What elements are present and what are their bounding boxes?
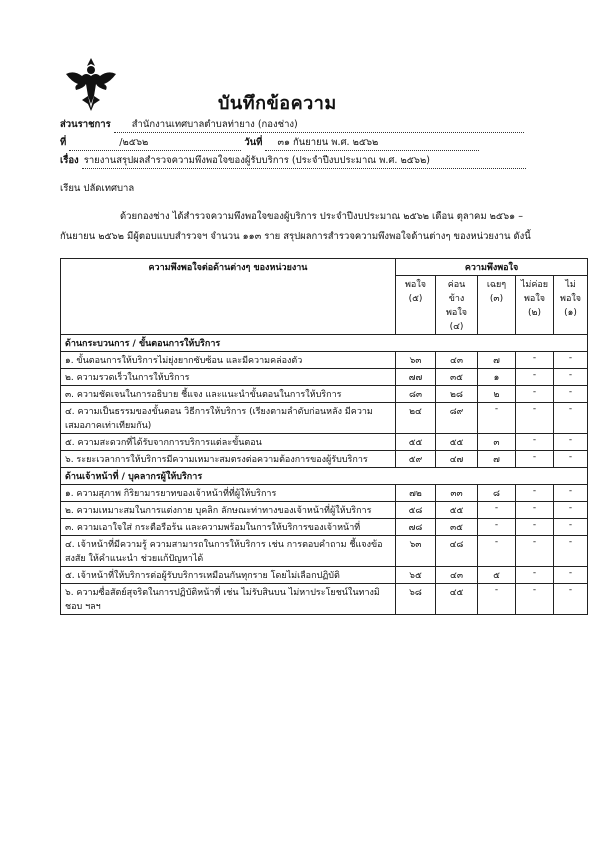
- table-row: [61, 451, 588, 468]
- table-row: [61, 369, 588, 386]
- value-cell: -: [516, 352, 554, 369]
- item-label: ๔. ความเป็นธรรมของขั้นตอน วิธีการให้บริการ (เรียงตามลำดับก่อนหลัง มีความเสมอภาคเท่าเทียมกัน): [61, 403, 396, 434]
- value-cell: ๕๕: [436, 502, 478, 519]
- section-row: [61, 468, 588, 485]
- value-cell: -: [516, 369, 554, 386]
- item-label: ๑. ความสุภาพ กิริยามารยาทของเจ้าหน้าที่ที่ผู้ให้บริการ: [61, 485, 396, 502]
- value-cell: -: [554, 536, 588, 567]
- agency-label: ส่วนราชการ: [60, 119, 111, 130]
- table-row: [61, 403, 588, 434]
- value-cell: ๖๓: [396, 536, 436, 567]
- value-cell: ๒๔: [396, 403, 436, 434]
- value-cell: -: [478, 502, 516, 519]
- section-title: ด้านกระบวนการ / ขั้นตอนการให้บริการ: [61, 335, 588, 352]
- item-label: ๖. ความซื่อสัตย์สุจริตในการปฏิบัติหน้าที่ เช่น ไม่รับสินบน ไม่หาประโยชน์ในทางมิชอบ ฯลฯ: [61, 584, 396, 615]
- value-cell: ๕: [478, 567, 516, 584]
- subject-label: เรื่อง: [60, 155, 79, 166]
- item-label: ๕. ความสะดวกที่ได้รับจากการบริการแต่ละขั้นตอน: [61, 434, 396, 451]
- table-row: [61, 434, 588, 451]
- value-cell: ๑: [478, 369, 516, 386]
- body-paragraph: ด้วยกองช่าง ได้สำรวจความพึงพอใจของผู้บริการ ประจำปีงบประมาณ ๒๕๖๒ เดือน ตุลาคม ๒๕๖๑ – กันยายน ๒๕๖๒ มีผู้ตอบแบบสำรวจฯ จำนวน ๑๑๓ ราย สรุปผลการสำรวจความพึงพอใจด้านต่างๆ ของหน่วยงาน ดังนี้: [60, 211, 531, 242]
- aspect-header: ความพึงพอใจต่อด้านต่างๆ ของหน่วยงาน: [61, 259, 396, 335]
- table-row: [61, 584, 588, 615]
- value-cell: ๘๙: [436, 403, 478, 434]
- table-row: [61, 536, 588, 567]
- item-label: ๑. ขั้นตอนการให้บริการไม่ยุ่งยากซับซ้อน และมีความคล่องตัว: [61, 352, 396, 369]
- value-cell: -: [478, 519, 516, 536]
- table-row: [61, 352, 588, 369]
- date-value: ๓๑ กันยายน พ.ศ. ๒๕๖๒: [265, 135, 479, 151]
- column-header: พอใจ (๕): [396, 276, 436, 335]
- item-label: ๓. ความชัดเจนในการอธิบาย ชี้แจง และแนะนำขั้นตอนในการให้บริการ: [61, 386, 396, 403]
- value-cell: -: [516, 485, 554, 502]
- value-cell: -: [516, 386, 554, 403]
- value-cell: ๕๙: [396, 451, 436, 468]
- value-cell: ๒๘: [436, 386, 478, 403]
- satisfaction-header: ความพึงพอใจ: [396, 259, 588, 276]
- value-cell: ๕๘: [396, 502, 436, 519]
- value-cell: ๘๓: [396, 386, 436, 403]
- value-cell: ๓: [478, 434, 516, 451]
- ref-label: ที่: [60, 137, 67, 148]
- value-cell: ๗: [478, 451, 516, 468]
- value-cell: -: [516, 567, 554, 584]
- agency-line: [60, 117, 524, 133]
- value-cell: -: [554, 502, 588, 519]
- value-cell: -: [516, 536, 554, 567]
- value-cell: -: [516, 434, 554, 451]
- value-cell: ๔๓: [436, 567, 478, 584]
- column-header: ไม่ค่อย พอใจ (๒): [516, 276, 554, 335]
- value-cell: ๓๕: [436, 369, 478, 386]
- table-row: [61, 502, 588, 519]
- value-cell: -: [516, 502, 554, 519]
- subject-line: [60, 153, 526, 169]
- value-cell: -: [554, 451, 588, 468]
- value-cell: -: [554, 352, 588, 369]
- value-cell: ๓๓: [436, 485, 478, 502]
- value-cell: ๖๓: [396, 352, 436, 369]
- column-header: ค่อนข้าง พอใจ (๔): [436, 276, 478, 335]
- value-cell: -: [516, 519, 554, 536]
- value-cell: ๓๕: [436, 519, 478, 536]
- table-header-row: [61, 259, 588, 276]
- value-cell: -: [516, 403, 554, 434]
- value-cell: ๒: [478, 386, 516, 403]
- value-cell: ๗๗: [396, 369, 436, 386]
- value-cell: -: [554, 567, 588, 584]
- item-label: ๖. ระยะเวลาการให้บริการมีความเหมาะสมตรงต่อความต้องการของผู้รับบริการ: [61, 451, 396, 468]
- item-label: ๒. ความเหมาะสมในการแต่งกาย บุคลิก ลักษณะท่าทางของเจ้าหน้าที่ผู้ให้บริการ: [61, 502, 396, 519]
- garuda-emblem-icon: [64, 56, 118, 112]
- section-row: [61, 335, 588, 352]
- table-row: [61, 519, 588, 536]
- value-cell: -: [516, 451, 554, 468]
- memo-title: บันทึกข้อความ: [218, 93, 337, 114]
- item-label: ๓. ความเอาใจใส่ กระตือรือร้น และความพร้อมในการให้บริการของเจ้าหน้าที่: [61, 519, 396, 536]
- table-row: [61, 485, 588, 502]
- value-cell: ๗๒: [396, 485, 436, 502]
- value-cell: -: [554, 403, 588, 434]
- table-row: [61, 567, 588, 584]
- value-cell: ๕๕: [396, 434, 436, 451]
- section-title: ด้านเจ้าหน้าที่ / บุคลากรผู้ให้บริการ: [61, 468, 588, 485]
- salutation: เรียน ปลัดเทศบาล: [60, 183, 135, 194]
- item-label: ๕. เจ้าหน้าที่ให้บริการต่อผู้รับบริการเหมือนกันทุกราย โดยไม่เลือกปฏิบัติ: [61, 567, 396, 584]
- value-cell: -: [478, 584, 516, 615]
- ref-value: /๒๕๖๒: [69, 135, 241, 151]
- date-label: วันที่: [244, 137, 263, 148]
- value-cell: ๔๕: [436, 584, 478, 615]
- value-cell: ๔๗: [436, 451, 478, 468]
- value-cell: -: [554, 369, 588, 386]
- item-label: ๒. ความรวดเร็วในการให้บริการ: [61, 369, 396, 386]
- column-header: เฉยๆ (๓): [478, 276, 516, 335]
- value-cell: ๘: [478, 485, 516, 502]
- value-cell: ๗๘: [396, 519, 436, 536]
- value-cell: ๗: [478, 352, 516, 369]
- column-header: ไม่ พอใจ (๑): [554, 276, 588, 335]
- value-cell: ๖๕: [396, 567, 436, 584]
- value-cell: ๕๕: [436, 434, 478, 451]
- subject-value: รายงานสรุปผลสำรวจความพึงพอใจของผู้รับบริการ (ประจำปีงบประมาณ พ.ศ. ๒๕๖๒): [82, 153, 526, 169]
- value-cell: -: [554, 519, 588, 536]
- value-cell: ๖๘: [396, 584, 436, 615]
- value-cell: -: [554, 485, 588, 502]
- value-cell: ๔๘: [436, 536, 478, 567]
- table-row: [61, 386, 588, 403]
- value-cell: ๔๓: [436, 352, 478, 369]
- value-cell: -: [516, 584, 554, 615]
- agency-value: สำนักงานเทศบาลตำบลท่ายาง (กองช่าง): [114, 117, 524, 133]
- value-cell: -: [554, 386, 588, 403]
- value-cell: -: [478, 403, 516, 434]
- value-cell: -: [554, 584, 588, 615]
- item-label: ๔. เจ้าหน้าที่มีความรู้ ความสามารถในการให้บริการ เช่น การตอบคำถาม ชี้แจงข้อสงสัย ให้คำแนะนำ ช่วยแก้ปัญหาได้: [61, 536, 396, 567]
- ref-date-line: [60, 135, 479, 151]
- value-cell: -: [478, 536, 516, 567]
- satisfaction-table: [60, 258, 588, 615]
- value-cell: -: [554, 434, 588, 451]
